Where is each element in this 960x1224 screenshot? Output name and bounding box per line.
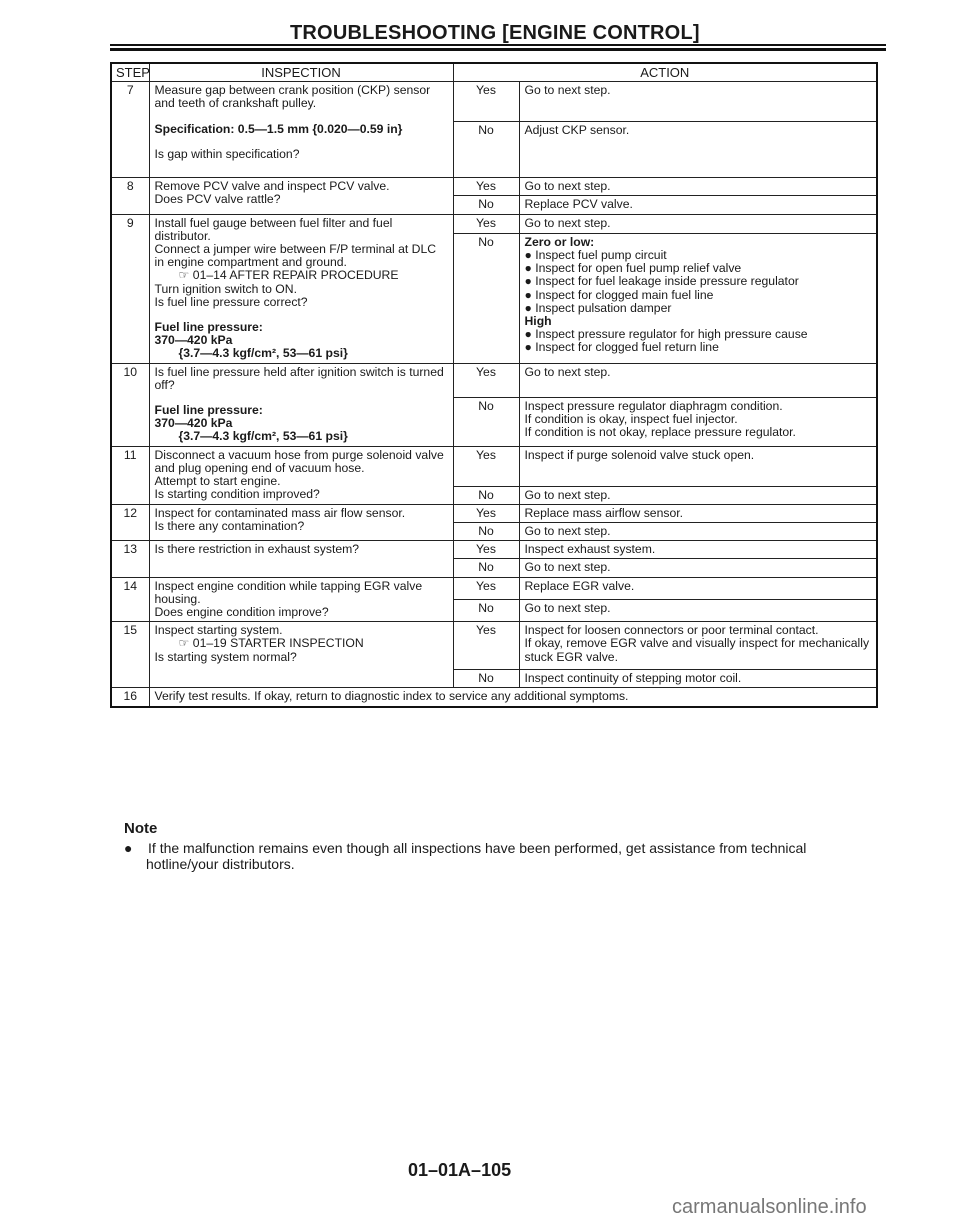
list-item: ● Inspect for clogged fuel return line [524, 340, 719, 355]
list-item: ● Inspect for fuel leakage inside pressure regulator [524, 274, 799, 289]
no-label: No [453, 233, 519, 363]
step-number: 9 [111, 214, 149, 363]
inspection-cell: Measure gap between crank position (CKP) sensor and teeth of crankshaft pulley. Specification: 0.5—1.5 mm {0.020—0.59 in} Is gap within specification? [149, 82, 453, 178]
reference-link: ☞ 01–14 AFTER REPAIR PROCEDURE [178, 268, 399, 283]
inspection-cell: Install fuel gauge between fuel filter and fuel distributor. Connect a jumper wire between F/P terminal at DLC in engine compartment and ground. ☞ 01–14 AFTER REPAIR PROCEDURE Turn ignition switch to ON. Is fuel line pressure correct? Fuel line pressure: 370—420 kPa {3.7—4.3 kgf/cm², 53—61 psi} [149, 214, 453, 363]
yes-label: Yes [453, 178, 519, 196]
header-rule-bottom [110, 48, 886, 51]
step-row-7 [111, 82, 877, 122]
inspection-cell: Disconnect a vacuum hose from purge solenoid valve and plug opening end of vacuum hose. Attempt to start engine. Is starting condition improved? [149, 446, 453, 504]
list-item: ● Inspect fuel pump circuit [524, 247, 667, 262]
step-row-16 [111, 688, 877, 707]
step-row-13 [111, 541, 877, 559]
no-label: No [453, 670, 519, 688]
step-header: STEP [111, 63, 149, 82]
step-row-9 [111, 214, 877, 233]
step-row-12 [111, 504, 877, 522]
yes-label: Yes [453, 541, 519, 559]
watermark: carmanualsonline.info [672, 1196, 867, 1218]
no-action: Go to next step. [519, 486, 877, 504]
specification: Specification: 0.5—1.5 mm {0.020—0.59 in} [154, 121, 403, 136]
yes-label: Yes [453, 363, 519, 397]
no-label: No [453, 486, 519, 504]
list-item: ● Inspect pulsation damper [524, 300, 672, 315]
action-header: ACTION [453, 63, 877, 82]
yes-label: Yes [453, 504, 519, 522]
no-action: Go to next step. [519, 559, 877, 577]
no-action: Replace PCV valve. [519, 196, 877, 214]
note-section [124, 820, 836, 872]
step-number: 13 [111, 541, 149, 577]
no-label: No [453, 196, 519, 214]
page-number: 01–01A–105 [408, 1160, 512, 1180]
note-bullet-item [124, 840, 836, 872]
inspection-cell: Inspect starting system. ☞ 01–19 STARTER INSPECTION Is starting system normal? [149, 622, 453, 688]
no-action: Adjust CKP sensor. [519, 122, 877, 178]
step-number: 11 [111, 446, 149, 504]
no-label: No [453, 397, 519, 446]
reference-link: ☞ 01–19 STARTER INSPECTION [178, 636, 364, 651]
step-number: 12 [111, 504, 149, 540]
step-row-10 [111, 363, 877, 397]
list-item: ● Inspect for open fuel pump relief valve [524, 261, 742, 276]
yes-label: Yes [453, 446, 519, 486]
no-action: Inspect continuity of stepping motor coil. [519, 670, 877, 688]
troubleshooting-table [110, 62, 878, 708]
no-action: Go to next step. [519, 599, 877, 621]
yes-action: Inspect if purge solenoid valve stuck open. [519, 446, 877, 486]
yes-label: Yes [453, 577, 519, 599]
step-number: 7 [111, 82, 149, 178]
no-action: Zero or low: ● Inspect fuel pump circuit ● Inspect for open fuel pump relief valve ● Inspect for fuel leakage inside pressure regulator ● Inspect for clogged main fuel line ● Inspect pulsation damper High ● Inspect pressure regulator for high pressure cause ● Inspect for clogged fuel return line [519, 233, 877, 363]
step-number: 8 [111, 178, 149, 214]
yes-action: Go to next step. [519, 363, 877, 397]
no-label: No [453, 523, 519, 541]
bullet-icon: ● [124, 840, 133, 856]
inspection-cell: Remove PCV valve and inspect PCV valve. Does PCV valve rattle? [149, 178, 453, 214]
step-number: 10 [111, 363, 149, 446]
no-label: No [453, 122, 519, 178]
yes-action: Go to next step. [519, 178, 877, 196]
header-rule-top [110, 44, 886, 46]
list-item: ● Inspect pressure regulator for high pressure cause [524, 327, 808, 342]
yes-label: Yes [453, 214, 519, 233]
no-label: No [453, 599, 519, 621]
step-number: 16 [111, 688, 149, 707]
yes-action: Replace mass airflow sensor. [519, 504, 877, 522]
no-label: No [453, 559, 519, 577]
step-row-8 [111, 178, 877, 196]
yes-action: Go to next step. [519, 82, 877, 122]
inspection-cell: Inspect for contaminated mass air flow sensor. Is there any contamination? [149, 504, 453, 540]
step-number: 14 [111, 577, 149, 622]
yes-label: Yes [453, 622, 519, 670]
yes-label: Yes [453, 82, 519, 122]
no-action: Inspect pressure regulator diaphragm condition. If condition is okay, inspect fuel injector. If condition is not okay, replace pressure regulator. [519, 397, 877, 446]
inspection-cell: Inspect engine condition while tapping EGR valve housing. Does engine condition improve? [149, 577, 453, 622]
step-row-11 [111, 446, 877, 486]
inspection-cell: Is fuel line pressure held after ignition switch is turned off? Fuel line pressure: 370—420 kPa {3.7—4.3 kgf/cm², 53—61 psi} [149, 363, 453, 446]
yes-action: Inspect exhaust system. [519, 541, 877, 559]
yes-action: Go to next step. [519, 214, 877, 233]
step-row-14 [111, 577, 877, 599]
final-step-text: Verify test results. If okay, return to diagnostic index to service any additional symptoms. [149, 688, 877, 707]
table-header-row [111, 63, 877, 82]
list-item: ● Inspect for clogged main fuel line [524, 287, 714, 302]
yes-action: Inspect for loosen connectors or poor terminal contact. If okay, remove EGR valve and visually inspect for mechanically stuck EGR valve. [519, 622, 877, 670]
yes-action: Replace EGR valve. [519, 577, 877, 599]
step-number: 15 [111, 622, 149, 688]
no-action: Go to next step. [519, 523, 877, 541]
inspection-cell: Is there restriction in exhaust system? [149, 541, 453, 577]
step-row-15 [111, 622, 877, 670]
inspection-header: INSPECTION [149, 63, 453, 82]
page-title: TROUBLESHOOTING [ENGINE CONTROL] [290, 22, 700, 44]
note-heading: Note [124, 820, 158, 837]
note-text: If the malfunction remains even though all inspections have been performed, get assistance from technical hotline/your distributors. [146, 840, 807, 872]
